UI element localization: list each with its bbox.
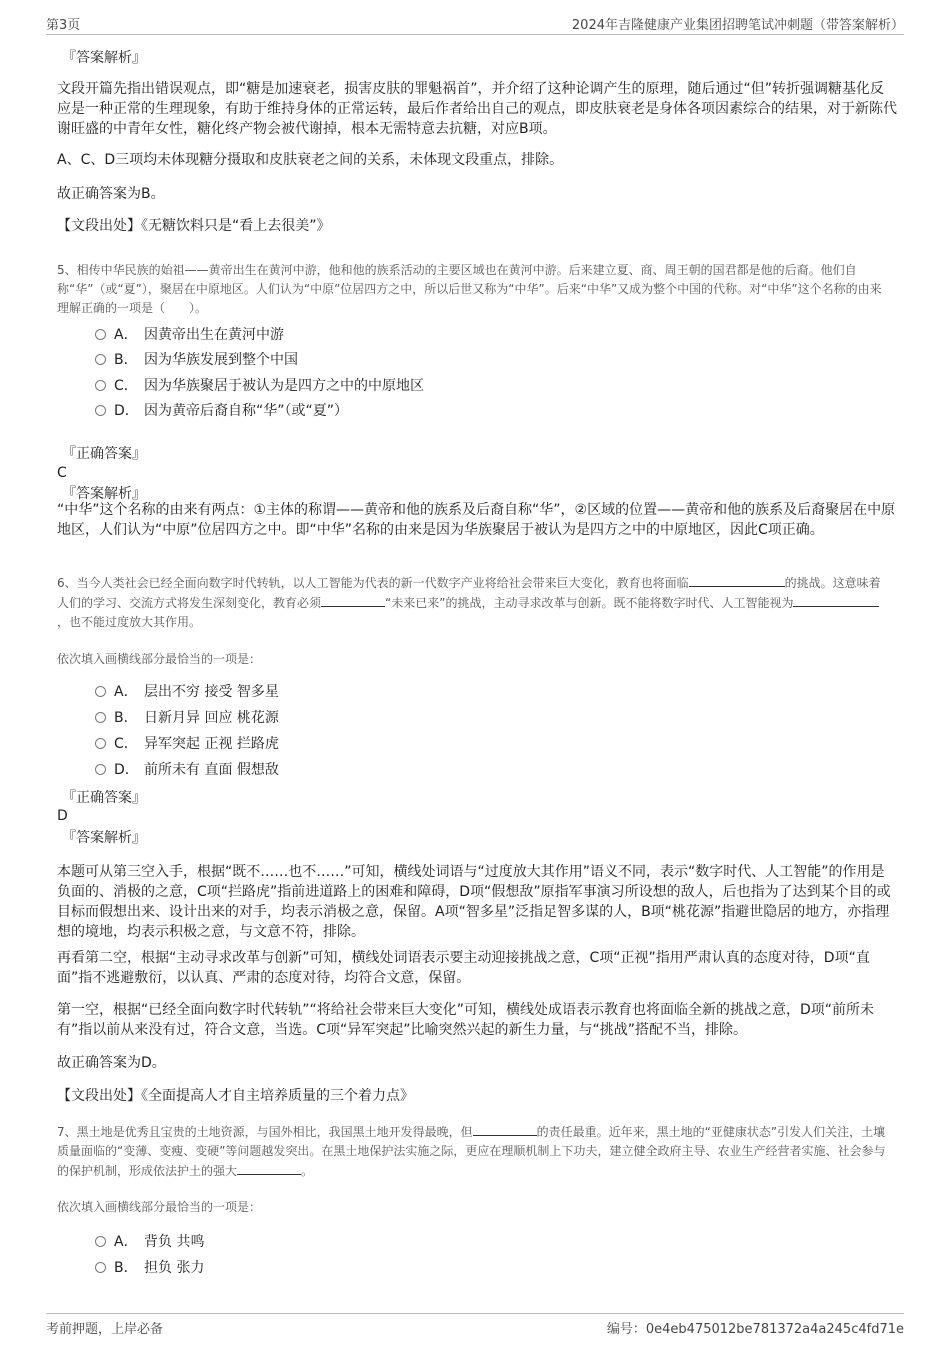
page-footer: [46, 1313, 904, 1336]
q6-analysis-p1: 本题可从第三空入手，根据“既不……也不……”可知，横线处词语与“过度放大其作用”语义不同，表示“数字时代、人工智能”的作用是负面的、消极的之意，C项“拦路虎”指前进道路上的困难和障碍，D项“假想敌”原指军事演习所设想的敌人，后也指为了达到某个目的或目标而假想出来、设计出来的对手，均表示消极之意，保留。A项“智多星”泛指足智多谋的人，B项“桃花源”指避世隐居的地方，亦指理想的境地，均表示积极之意，与文意不符，排除。: [57, 864, 891, 940]
q6-analysis-label: 『答案解析』: [62, 830, 146, 846]
footer-slogan: 考前押题，上岸必备: [46, 1322, 164, 1337]
q7-option-b[interactable]: B． 担负 张力: [95, 1258, 204, 1278]
q6-source-label: 【文段出处】: [57, 1088, 141, 1104]
q6-analysis-p4: 故正确答案为D。: [57, 1055, 166, 1071]
blank-1: [473, 1122, 537, 1136]
blank-3: [793, 593, 879, 607]
radio-icon[interactable]: [95, 405, 106, 416]
q4-analysis-p2: A、C、D三项均未体现糖分摄取和皮肤衰老之间的关系，未体现文段重点，排除。: [57, 152, 564, 168]
q5-stem: 5、相传中华民族的始祖——黄帝出生在黄河中游，他和他的族系活动的主要区域也在黄河中游。后来建立夏、商、周王朝的国君都是他的后裔。他们自称“华”（或“夏”），聚居在中原地区。人们认为“中原”位居四方之中，所以后世又称为“中华”。后来“中华”又成为整个中国的代称。对“中华”这个名称的由来理解正确的一项是（ ）。: [57, 263, 882, 315]
q4-source-label: 【文段出处】: [57, 218, 141, 234]
q4-source: [57, 216, 331, 236]
q5-option-c[interactable]: C． 因为华族聚居于被认为是四方之中的中原地区: [95, 376, 424, 396]
q5-analysis: “中华”这个名称的由来有两点：①主体的称谓——黄帝和他的族系及后裔自称“华”，②区域的位置——黄帝和他的族系及后裔聚居在中原地区，人们认为“中原”位居四方之中。即“中华”名称的由来是因为华族聚居于被认为是四方之中的中原地区，因此C项正确。: [57, 502, 896, 538]
q5-option-b[interactable]: B． 因为华族发展到整个中国: [95, 350, 298, 370]
q5-correct-answer: C: [57, 465, 67, 481]
radio-icon[interactable]: [95, 354, 106, 365]
q6-option-b[interactable]: B． 日新月异 回应 桃花源: [95, 708, 279, 728]
q5-correct-label: 『正确答案』: [62, 446, 146, 462]
q4-analysis-p3: 故正确答案为B。: [57, 186, 165, 202]
q5-analysis-label: 『答案解析』: [62, 486, 146, 502]
q6-option-d[interactable]: D． 前所未有 直面 假想敌: [95, 760, 279, 780]
q6-analysis-p2: 再看第二空，根据“主动寻求改革与创新”可知，横线处词语表示要主动迎接挑战之意，C项“正视”指用严肃认真的态度对待，D项“直面”指不逃避敷衍，以认真、严肃的态度对待，均符合文意，保留。: [57, 950, 870, 986]
q7-prompt: 依次填入画横线部分最恰当的一项是：: [57, 1200, 262, 1214]
q6-analysis-p3: 第一空，根据“已经全面向数字时代转轨”“将给社会带来巨大变化”可知，横线处成语表示教育也将面临全新的挑战之意，D项“前所未有”指以前从来没有过，符合文意，当选。C项“异军突起”比喻突然兴起的新生力量，与“挑战”搭配不当，排除。: [57, 1002, 875, 1038]
blank-1: [689, 573, 785, 587]
q6-stem: 6、当今人类社会已经全面向数字时代转轨，以人工智能为代表的新一代数字产业将给社会带来巨大变化，教育也将面临 的挑战。这意味着人们的学习、交流方式将发生深刻变化，教育必须 “未来已来”的挑战，主动寻求改革与创新。既不能将数字时代、人工智能视为，也不能过度放大其作用。: [57, 573, 887, 632]
page-number: 第3页: [46, 18, 81, 33]
q6-option-a[interactable]: A． 层出不穷 接受 智多星: [95, 682, 279, 702]
radio-icon[interactable]: [95, 764, 106, 775]
blank-2: [237, 1161, 301, 1175]
radio-icon[interactable]: [95, 712, 106, 723]
q4-analysis-p1: 文段开篇先指出错误观点，即“糖是加速衰老，损害皮肤的罪魁祸首”，并介绍了这种论调产生的原理，随后通过“但”转折强调糖基化反应是一种正常的生理现象，有助于维持身体的正常运转，最后作者给出自己的观点，即皮肤衰老是身体各项因素综合的结果，对于新陈代谢旺盛的中青年女性，糖化终产物会被代谢掉，根本无需特意去抗糖，对应B项。: [57, 81, 897, 137]
q6-correct-answer: D: [57, 808, 68, 824]
q6-source-text: 《全面提高人才自主培养质量的三个着力点》: [141, 1088, 414, 1104]
radio-icon[interactable]: [95, 738, 106, 749]
q6-source: [57, 1086, 414, 1106]
q4-source-text: 《无糖饮料只是“看上去很美”》: [141, 218, 331, 234]
q5-option-d[interactable]: D． 因为黄帝后裔自称“华”（或“夏”）: [95, 401, 348, 421]
radio-icon[interactable]: [95, 686, 106, 697]
q7-option-a[interactable]: A． 背负 共鸣: [95, 1232, 204, 1252]
q6-prompt: 依次填入画横线部分最恰当的一项是：: [57, 652, 262, 666]
q7-stem: 7、黑土地是优秀且宝贵的土地资源，与国外相比，我国黑土地开发得最晚，但 的责任最重。近年来，黑土地的“亚健康状态”引发人们关注，土壤质量面临的“变薄、变瘦、变硬”等问题越发突出。在黑土地保护法实施之际，更应在理顺机制上下功夫，建立健全政府主导、农业生产经营者实施、社会参与的保护机制，形成依法护土的强大 。: [57, 1122, 897, 1181]
radio-icon[interactable]: [95, 380, 106, 391]
blank-2: [321, 593, 385, 607]
document-title: 2024年吉隆健康产业集团招聘笔试冲刺题（带答案解析）: [571, 18, 904, 33]
radio-icon[interactable]: [95, 1236, 106, 1247]
page-header: [46, 14, 904, 35]
radio-icon[interactable]: [95, 329, 106, 340]
q6-option-c[interactable]: C． 异军突起 正视 拦路虎: [95, 734, 279, 754]
q5-option-a[interactable]: A． 因黄帝出生在黄河中游: [95, 325, 284, 345]
q6-correct-label: 『正确答案』: [62, 790, 146, 806]
q4-analysis-label: 『答案解析』: [62, 50, 146, 66]
radio-icon[interactable]: [95, 1262, 106, 1273]
document-code: 编号：0e4eb475012be781372a4a245c4fd71e: [606, 1322, 904, 1337]
